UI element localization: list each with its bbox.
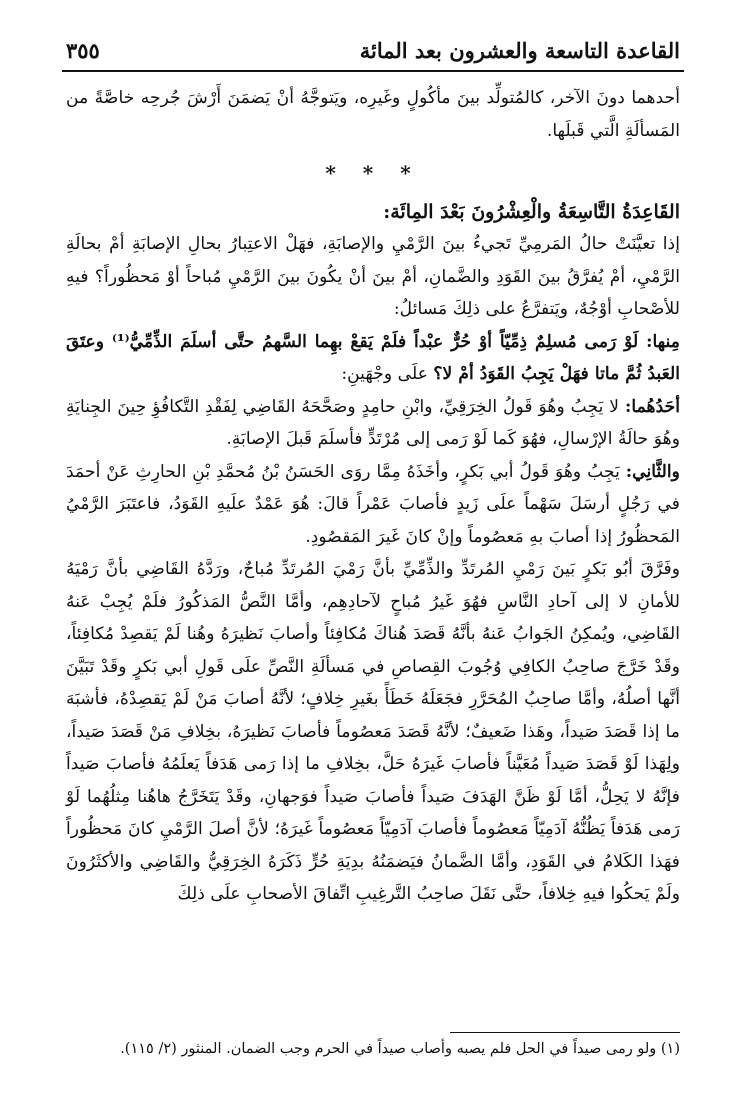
header-rule <box>62 70 684 72</box>
paragraph-second-view <box>66 456 680 554</box>
second-view-label: والثَّانِي: <box>625 461 680 482</box>
page-header <box>66 34 680 66</box>
first-view-text: لا يَجِبُ وهُوَ قَولُ الخِرَقِيِّ، وابْنِ حامِدٍ وصَحَّحَهُ القَاضِي لِفَقْدِ التَّكافُؤِ حِينَ الجِنايَةِ وهُوَ حالَةُ الإرْسالِ، فهُوَ كَما لَوْ رَمى إلى مُرْتَدٍّ فأسلَمَ قَبلَ الإصابَةِ. <box>66 396 680 449</box>
paragraph-issue <box>66 326 680 391</box>
main-text <box>66 82 680 911</box>
first-view-label: أحَدُهُما: <box>624 396 680 417</box>
paragraph-first-view <box>66 391 680 456</box>
paragraph-continued: أحدهما دونَ الآخر، كالمُتولِّد بينَ مأكُولٍ وغَيرِه، ويَتوجَّهُ أنْ يَضمَنَ أَرْشَ جُرحِه خاصَّةً من المَسألَةِ الَّتي قَبلَها. <box>66 88 680 141</box>
second-view-text: يَجِبُ وهُوَ قَولُ أبي بَكرٍ، وأخَذَهُ مِمَّا روَى الحَسَنُ بْنُ مُحمَّدِ بْنِ الحارِثِ عَنْ أحمَدَ في رَجُلٍ أرسَلَ سَهْماً علَى زَيدٍ فأصابَ عَمْراً قالَ: هُوَ عَمْدٌ علَيهِ القَوَدُ، فاعتَبَرَ الرَّمْيُ المَحظُورُ إذا أصابَ بهِ مَعصُوماً وإنْ كانَ غَيرَ المَقصُودِ. <box>66 461 680 547</box>
issue-statement: مِنها: لَوْ رَمى مُسلِمٌ ذِمِّيّاً أوْ حُرٌّ عبْداً فلَمْ يَقعْ بهِما السَّهمُ حتَّى أسلَمَ الذِّمِّيُّ⁽¹⁾ وعتَقَ العَبدُ ثُمَّ ماتا فهَلْ يَجِبُ القَوَدُ أمْ لا؟ <box>66 331 680 384</box>
section-separator: * * * <box>325 161 421 185</box>
running-title: القاعدة التاسعة والعشرون بعد المائة <box>359 37 680 63</box>
section-heading: القَاعِدَةُ التَّاسِعَةُ والْعِشْرُونَ بَعْدَ المِائَة: <box>383 200 680 223</box>
issue-rest: علَى وجْهَينِ: <box>341 364 434 384</box>
paragraph-intro: إذا تعيَّنَتْ حالُ المَرمِيِّ تَجيءُ بينَ الرَّمْيِ والإصابَةِ، فهَلْ الاعتِبارُ بحالِ الإصابَةِ أمْ بحالَةِ الرَّمْيِ، أمْ يُفرَّقُ بينَ القَوَدِ والضَّمانِ، أمْ بينَ أنْ يكُونَ بينَ الرَّمْيِ مُباحاً أوْ مَحظُوراً؟ فيهِ للأصْحابِ أوْجُهٌ، ويَتفرَّعُ على ذلِكَ مَسائلُ: <box>66 234 680 319</box>
footnote-rule <box>450 1032 680 1033</box>
paragraph-discussion: وفَرَّقَ أبُو بَكرٍ بَينَ رَمْيِ المُرتَدِّ والذِّمِّيِّ بأنَّ رَمْيَ المُرتَدِّ مُباحٌ، ورَدَّهُ القَاضِي بأنَّ رَمْيَهُ للأمانِ لا إلى آحادِ النَّاسِ فهُوَ غَيرُ مُباحٍ لآحادِهِم، وأمَّا النَّصُّ المَذكُورُ فلَمْ يُجِبْ عَنهُ القَاضِي، ويُمكِنُ الجَوابُ عَنهُ بأنَّهُ قَصَدَ هُناكَ مُكافِئاً وأصابَ نَظيرَهُ وهُنا لَمْ يَقصِدْ مُكافِئاً، وقَدْ خَرَّجَ صاحِبُ الكافِي وُجُوبَ القِصاصِ في مَسألَةِ النَّصِّ علَى قَولِ أبي بَكرٍ وقَدْ تَبَيَّنَ أنَّها أصلُهُ، وأمَّا صاحِبُ المُحَرَّرِ فجَعَلَهُ خَطَأً بغَيرِ خِلافٍ؛ لأنَّهُ أصابَ مَنْ لَمْ يَقصِدْهُ، فأشبَهَ ما إذا قَصَدَ صَيداً، وهَذا ضَعيفٌ؛ لأنَّهُ قَصَدَ مَعصُوماً فأصابَ نَظيرَهُ، بخِلافِ مَنْ قَصَدَ صَيداً، ولِهَذا لَوْ قَصَدَ صَيداً مُعَيَّناً فأصابَ غَيرَهُ حَلَّ، بخِلافِ ما إذا رَمى هَدَفاً يَعلَمُهُ فأصابَ صَيداً فإنَّهُ لا يَحِلُّ، أمَّا لَوْ ظَنَّ الهَدَفَ صَيداً فأصابَ صَيداً فوَجهانِ، وقَدْ يَتَخَرَّجُ هاهُنا مِثلُهُما لَوْ رَمى هَدَفاً يَظُنُّهُ آدَمِيّاً مَعصُوماً فأصابَ آدَمِيّاً مَعصُوماً غَيرَهُ؛ لأنَّ أصلَ الرَّمْيِ كانَ مَحظُوراً فهَذا الكَلامُ في القَوَدِ، وأمَّا الضَّمانُ فيَضمَنُهُ بدِيَةِ حُرٍّ ذَكَرَهُ الخِرَقِيُّ والقَاضِي والأكثَرُونَ ولَمْ يَحكُوا فيهِ خِلافاً، حتَّى نَقَلَ صاحِبُ التَّرغِيبِ اتِّفاقَ الأصحابِ علَى ذلِكَ <box>66 559 680 904</box>
footnote: (١) ولو رمى صيداً في الحل فلم يصبه وأصاب صيداً في الحرم وجب الضمان. المنثور (٢/ ١١٥). <box>120 1041 680 1057</box>
page-number: ٣٥٥ <box>66 37 100 63</box>
